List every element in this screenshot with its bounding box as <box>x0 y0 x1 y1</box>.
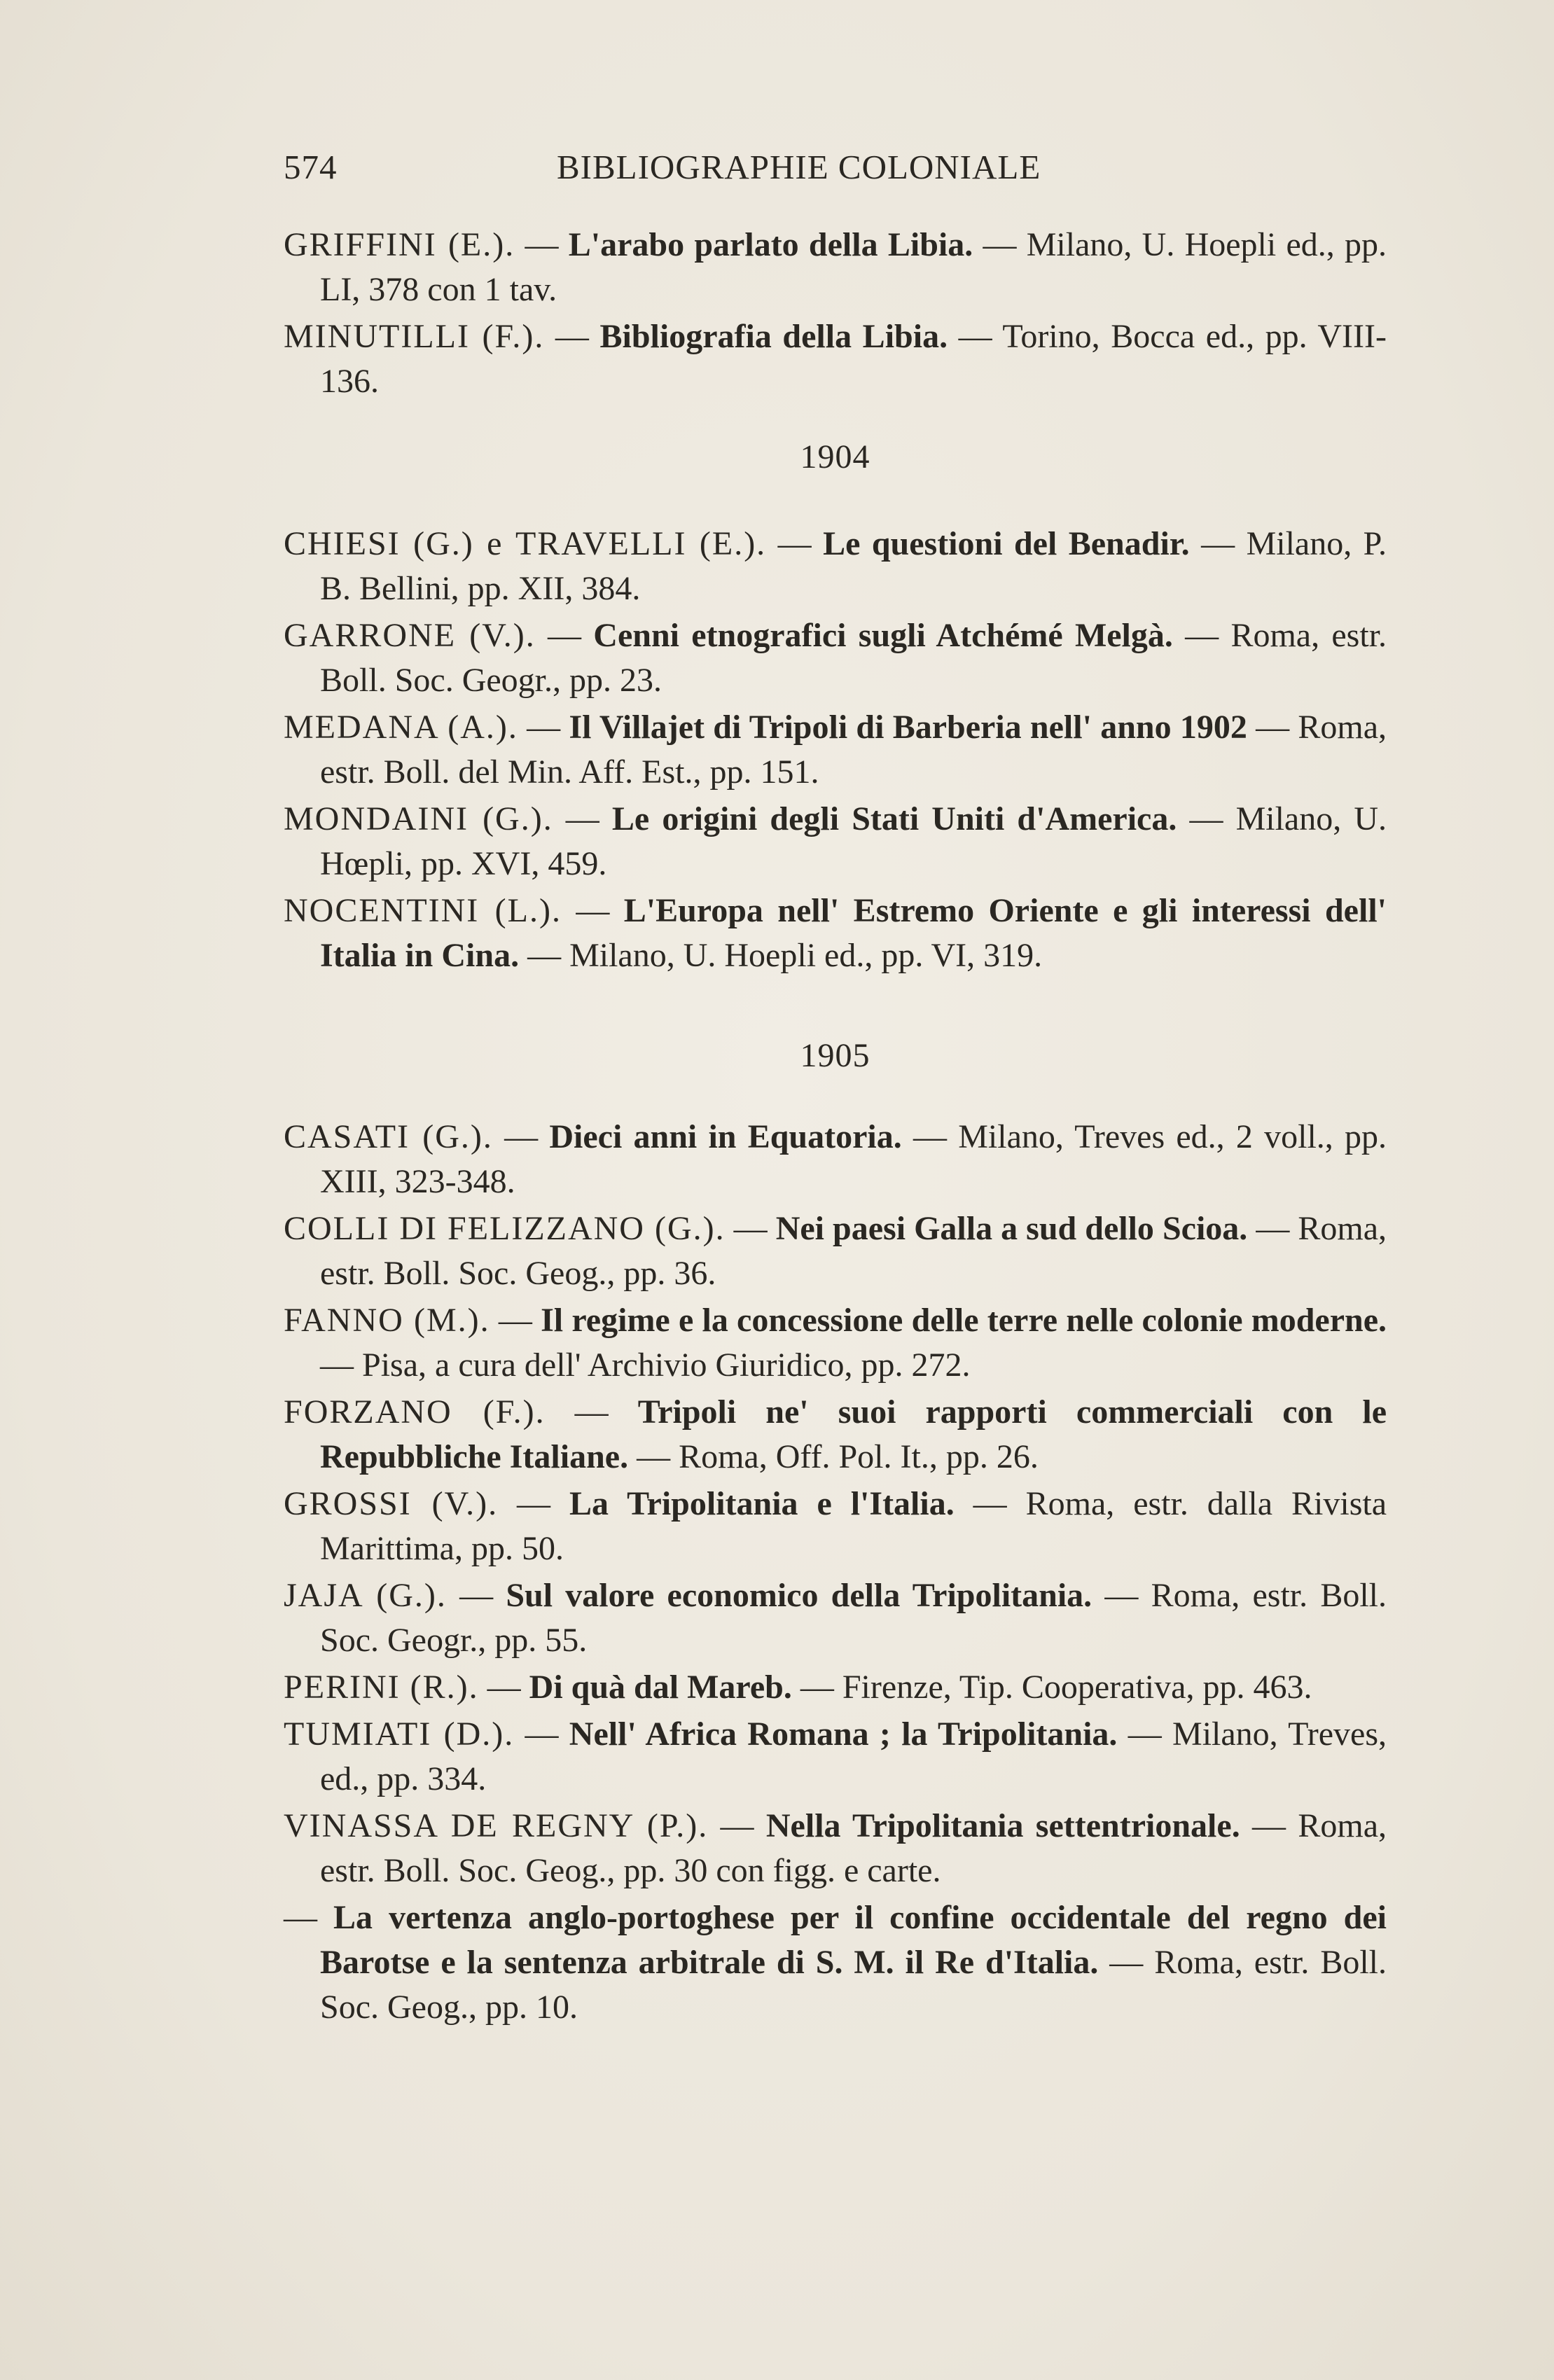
page-number: 574 <box>284 148 338 186</box>
bib-entry: GROSSI (V.). — La Tripolitania e l'Italia. — Roma, estr. dalla Rivista Marittima, pp. 50. <box>284 1485 1387 1567</box>
entries-1904 <box>284 522 1387 980</box>
year-heading-1904: 1904 <box>800 438 870 475</box>
bib-entry: JAJA (G.). — Sul valore economico della Tripolitania. — Roma, estr. Boll. Soc. Geogr., pp. 55. <box>284 1577 1387 1659</box>
entries-1903 <box>284 223 1387 406</box>
bib-entry: TUMIATI (D.). — Nell' Africa Romana ; la Tripolitania. — Milano, Treves, ed., pp. 334. <box>284 1716 1387 1797</box>
bib-entry: GRIFFINI (E.). — L'arabo parlato della Libia. — Milano, U. Hoepli ed., pp. LI, 378 con 1 tav. <box>284 226 1387 308</box>
bib-entry: PERINI (R.). — Di quà dal Mareb. — Firenze, Tip. Cooperativa, pp. 463. <box>284 1669 1312 1706</box>
bib-entry-continuation: — La vertenza anglo-portoghese per il confine occidentale del regno dei Barotse e la sentenza arbitrale di S. M. il Re d'Italia. — Roma, estr. Boll. Soc. Geog., pp. 10. <box>284 1899 1387 2026</box>
bib-entry: NOCENTINI (L.). — L'Europa nell' Estremo Oriente e gli interessi dell' Italia in Cina. — Milano, U. Hoepli ed., pp. VI, 319. <box>284 892 1387 974</box>
bib-entry: MONDAINI (G.). — Le origini degli Stati Uniti d'America. — Milano, U. Hœpli, pp. XVI, 459. <box>284 800 1387 882</box>
page-header <box>284 147 1124 187</box>
running-title: BIBLIOGRAPHIE COLONIALE <box>557 148 1041 186</box>
bib-entry: FORZANO (F.). — Tripoli ne' suoi rapporti commerciali con le Repubbliche Italiane. — Roma, Off. Pol. It., pp. 26. <box>284 1393 1387 1475</box>
bib-entry: CHIESI (G.) e TRAVELLI (E.). — Le questioni del Benadir. — Milano, P. B. Bellini, pp. XII, 384. <box>284 525 1387 607</box>
bib-entry: CASATI (G.). — Dieci anni in Equatoria. — Milano, Treves ed., 2 voll., pp. XIII, 323-348. <box>284 1118 1387 1200</box>
bib-entry: FANNO (M.). — Il regime e la concessione delle terre nelle colonie moderne. — Pisa, a cura dell' Archivio Giuridico, pp. 272. <box>284 1302 1387 1384</box>
bib-entry: MINUTILLI (F.). — Bibliografia della Libia. — Torino, Bocca ed., pp. VIII- 136. <box>284 318 1387 400</box>
bib-entry: MEDANA (A.). — Il Villajet di Tripoli di Barberia nell' anno 1902 — Roma, estr. Boll. del Min. Aff. Est., pp. 151. <box>284 709 1387 791</box>
bib-entry: VINASSA DE REGNY (P.). — Nella Tripolitania settentrionale. — Roma, estr. Boll. Soc. Geog., pp. 30 con figg. e carte. <box>284 1807 1387 1889</box>
entries-1905 <box>284 1115 1387 2032</box>
bib-entry: GARRONE (V.). — Cenni etnografici sugli Atchémé Melgà. — Roma, estr. Boll. Soc. Geogr., pp. 23. <box>284 617 1387 699</box>
bib-entry: COLLI DI FELIZZANO (G.). — Nei paesi Galla a sud dello Scioa. — Roma, estr. Boll. Soc. Geog., pp. 36. <box>284 1210 1387 1292</box>
year-heading-1905: 1905 <box>800 1037 870 1074</box>
